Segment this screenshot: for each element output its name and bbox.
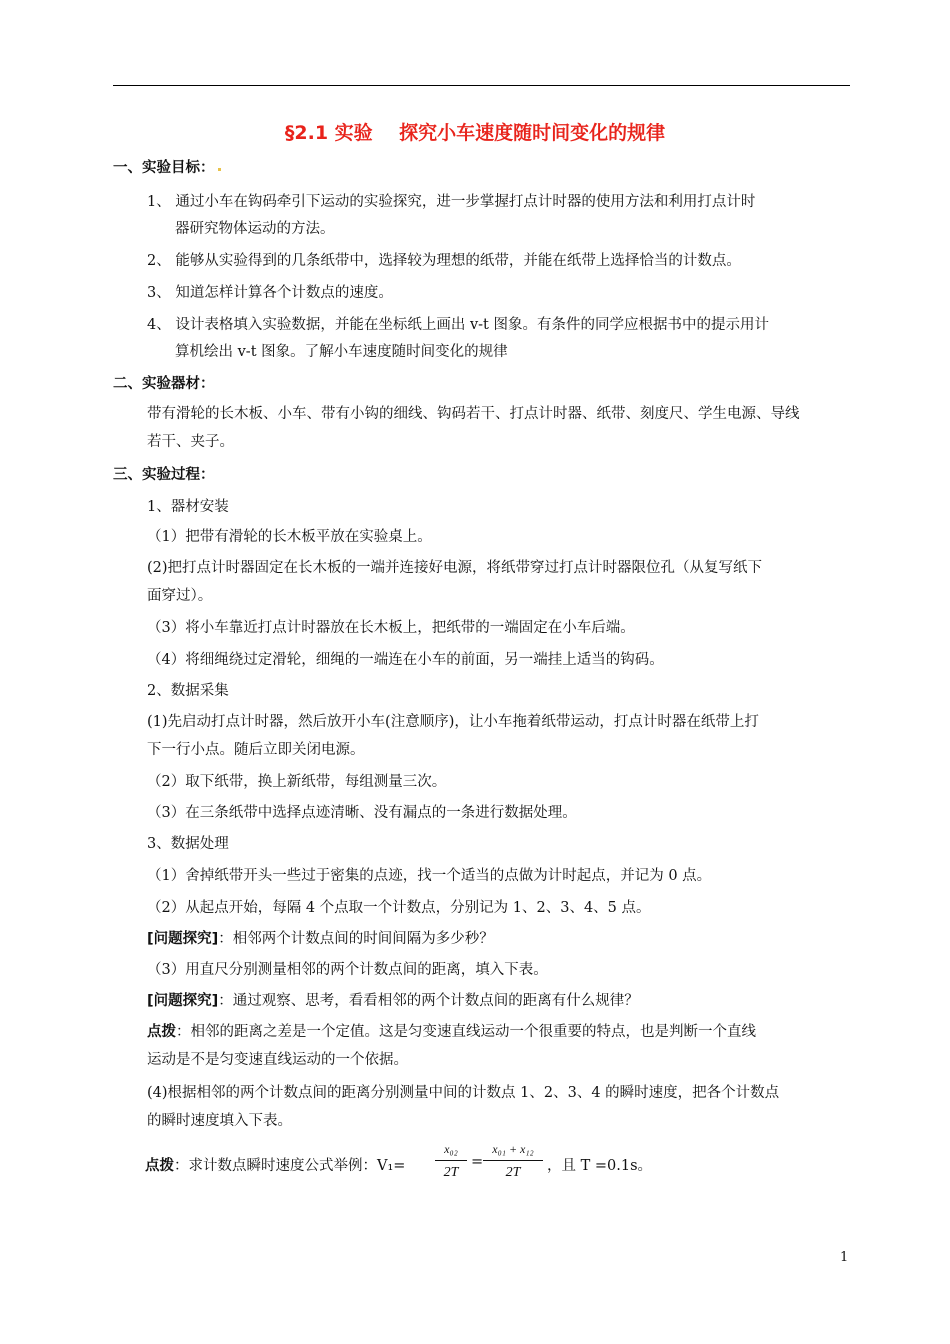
goal-item-1-cont: 器研究物体运动的方法。 [175, 221, 335, 237]
tip-1 [147, 1022, 756, 1042]
goal-item-1: 1、 通过小车在钩码牵引下运动的实验探究，进一步掌握打点计时器的使用方法和利用打点计时 [147, 194, 756, 210]
fraction-2 [483, 1140, 543, 1182]
decorative-dot [218, 168, 221, 171]
fraction-2-numerator: x₀₁ + x₁₂ [492, 1142, 534, 1156]
collection-step-1-cont: 下一行小点。随后立即关闭电源。 [147, 742, 365, 758]
inquiry-label: [问题探究] [147, 993, 219, 1009]
setup-step-3: （3）将小车靠近打点计时器放在长木板上，把纸带的一端固定在小车后端。 [147, 620, 635, 636]
goal-item-2: 2、 能够从实验得到的几条纸带中，选择较为理想的纸带，并能在纸带上选择恰当的计数点。 [147, 253, 741, 269]
tip-text: ：相邻的距离之差是一个定值。这是匀变速直线运动一个很重要的特点，也是判断一个直线 [176, 1024, 756, 1040]
tip-label: 点拨 [147, 1024, 176, 1040]
collection-step-3: （3）在三条纸带中选择点迹清晰、没有漏点的一条进行数据处理。 [147, 805, 577, 821]
tip-text: ：求计数点瞬时速度公式举例：V₁= [174, 1158, 406, 1174]
collection-step-1: (1)先启动打点计时器，然后放开小车(注意顺序)，让小车拖着纸带运动，打点计时器在纸带上打 [147, 714, 759, 730]
goal-item-4: 4、 设计表格填入实验数据，并能在坐标纸上画出 v-t 图象。有条件的同学应根据书中的提示用计 [147, 317, 769, 333]
page-number: 1 [840, 1250, 849, 1265]
processing-step-3: （3）用直尺分别测量相邻的两个计数点间的距离，填入下表。 [147, 962, 548, 978]
equipment-line-1: 带有滑轮的长木板、小车、带有小钩的细线、钩码若干、打点计时器、纸带、刻度尺、学生电源、导线 [147, 406, 800, 422]
page-title: §2.1 实验 探究小车速度随时间变化的规律 [284, 122, 666, 144]
subheading-setup: 1、器材安装 [147, 499, 229, 515]
subheading-processing: 3、数据处理 [147, 836, 229, 852]
fraction-1-denominator: 2T [443, 1165, 459, 1180]
equals-sign: = [471, 1154, 484, 1170]
formula-tail: ，且 T =0.1s。 [547, 1158, 653, 1174]
processing-step-4: (4)根据相邻的两个计数点间的距离分别测量中间的计数点 1、2、3、4 的瞬时速度，把各个计数点 [147, 1085, 780, 1101]
processing-step-1: （1）舍掉纸带开头一些过于密集的点迹，找一个适当的点做为计时起点，并记为 0 点。 [147, 868, 712, 884]
setup-step-2-cont: 面穿过）。 [147, 588, 213, 604]
inquiry-1 [147, 929, 494, 949]
setup-step-2: (2)把打点计时器固定在长木板的一端并连接好电源，将纸带穿过打点计时器限位孔（从复写纸下 [147, 560, 763, 576]
processing-step-2: （2）从起点开始，每隔 4 个点取一个计数点，分别记为 1、2、3、4、5 点。 [147, 900, 651, 916]
inquiry-label: [问题探究] [147, 931, 219, 947]
tip-1-cont: 运动是不是匀变速直线运动的一个依据。 [147, 1052, 408, 1068]
equipment-line-2: 若干、夹子。 [147, 434, 234, 450]
subheading-collection: 2、数据采集 [147, 683, 229, 699]
collection-step-2: （2）取下纸带，换上新纸带，每组测量三次。 [147, 774, 447, 790]
header-rule [113, 85, 850, 86]
goal-item-4-cont: 算机绘出 v-t 图象。了解小车速度随时间变化的规律 [175, 344, 508, 360]
section-heading-text: 一、实验目标： [113, 160, 215, 176]
fraction-2-bar [483, 1160, 543, 1161]
section-heading-goals [113, 158, 221, 178]
setup-step-4: （4）将细绳绕过定滑轮，细绳的一端连在小车的前面，另一端挂上适当的钩码。 [147, 652, 664, 668]
fraction-1-bar [435, 1160, 467, 1161]
tip-label: 点拨 [145, 1158, 174, 1174]
inquiry-text: ：通过观察、思考，看看相邻的两个计数点间的距离有什么规律？ [218, 993, 639, 1009]
inquiry-text: ：相邻两个计数点间的时间间隔为多少秒？ [218, 931, 494, 947]
section-heading-equipment: 二、实验器材： [113, 376, 215, 392]
processing-step-4-cont: 的瞬时速度填入下表。 [147, 1113, 292, 1129]
setup-step-1: （1）把带有滑轮的长木板平放在实验桌上。 [147, 529, 432, 545]
fraction-1 [435, 1140, 467, 1182]
goal-item-3: 3、 知道怎样计算各个计数点的速度。 [147, 285, 393, 301]
section-heading-procedure: 三、实验过程： [113, 467, 215, 483]
inquiry-2 [147, 991, 639, 1011]
fraction-2-denominator: 2T [505, 1165, 521, 1180]
fraction-1-numerator: x₀₂ [444, 1142, 458, 1156]
tip-2 [145, 1154, 405, 1175]
